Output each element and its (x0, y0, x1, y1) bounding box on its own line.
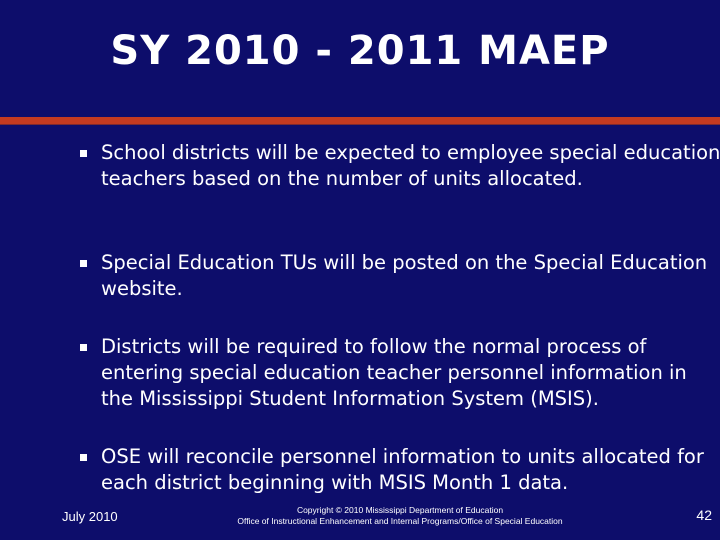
title-divider (0, 117, 720, 124)
bullet-text: OSE will reconcile personnel information to units allocated for each district beginning with MSIS Month 1 data. (101, 445, 704, 494)
footer-office: Office of Instructional Enhancement and Internal Programs/Office of Special Education (237, 516, 563, 526)
square-bullet-icon (80, 454, 87, 461)
bullet-item (78, 140, 720, 192)
bullet-text: Special Education TUs will be posted on the Special Education website. (101, 251, 708, 300)
slide-title: SY 2010 - 2011 MAEP (110, 28, 610, 74)
page-number: 42 (696, 507, 712, 523)
square-bullet-icon (80, 150, 87, 157)
footer-date: July 2010 (62, 509, 118, 524)
bullet-text: Districts will be required to follow the normal process of entering special education teacher personnel information in the Mississippi Student Information System (MSIS). (101, 335, 687, 410)
title-divider-shadow (0, 124, 720, 125)
footer-copyright: Copyright © 2010 Mississippi Department of Education (296, 505, 504, 515)
bullet-text: School districts will be expected to employee special education teachers based on the number of units allocated. (101, 141, 720, 190)
bullet-item (78, 444, 720, 496)
square-bullet-icon (80, 260, 87, 267)
bullet-item (78, 334, 720, 412)
square-bullet-icon (80, 344, 87, 351)
bullet-item (78, 250, 720, 302)
footer-copyright-block (200, 505, 600, 527)
